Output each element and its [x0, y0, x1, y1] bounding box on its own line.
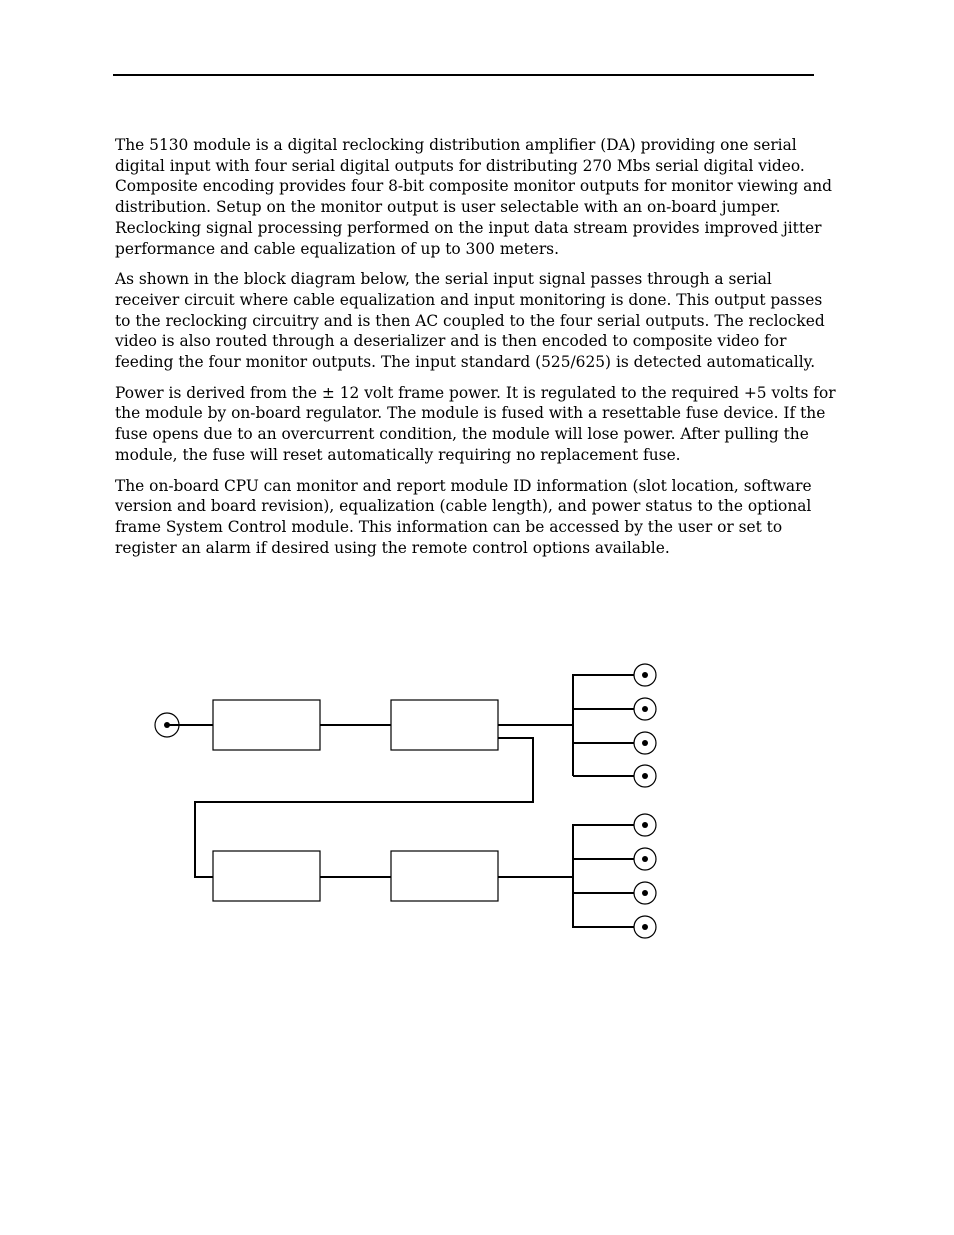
- serial-output-connector: [634, 664, 656, 686]
- serial-outputs: [573, 664, 656, 787]
- serial-output-connector: [634, 765, 656, 787]
- monitor-output-connector: [634, 882, 656, 904]
- monitor-output-connector: [634, 814, 656, 836]
- paragraph-overview: The 5130 module is a digital reclocking distribution amplifier (DA) providing one serial digital input with four serial digital outputs for distributing 270 Mbs serial digital video. Composite encoding provides four 8-bit composite monitor outputs for monitor viewing and distribution. Setup on the monitor output is user selectable with an on-board jumper. Reclocking signal processing performed on the input data stream provides improved jitter performance and cable equalization of up to 300 meters.: [115, 136, 833, 258]
- monitor-output-connector: [634, 848, 656, 870]
- paragraph-signal-path: As shown in the block diagram below, the serial input signal passes through a serial receiver circuit where cable equalization and input monitoring is done. This output passes to the reclocking circuitry and is then AC coupled to the four serial outputs. The reclocked video is also routed through a deserializer and is then encoded to composite video for feeding the four monitor outputs. The input standard (525/625) is detected automatically.: [115, 270, 825, 372]
- monitor-outputs: [573, 814, 656, 938]
- composite-encoder-block: [391, 851, 498, 901]
- paragraph-cpu: The on-board CPU can monitor and report module ID information (slot location, software version and board revision), equalization (cable length), and power status to the optional frame System Control module. This information can be accessed by the user or set to register an alarm if desired using the remote control options available.: [115, 476, 812, 557]
- serial-output-connector: [634, 698, 656, 720]
- paragraph-power: Power is derived from the ± 12 volt frame power. It is regulated to the required +5 volts for the module by on-board regulator. The module is fused with a resettable fuse device. If the fuse opens due to an overcurrent condition, the module will lose power. After pulling the module, the fuse will reset automatically requiring no replacement fuse.: [115, 383, 836, 464]
- serial-output-connector: [634, 732, 656, 754]
- monitor-output-connector: [634, 916, 656, 938]
- reclocker-block: [391, 700, 498, 750]
- serial-receiver-block: [213, 700, 320, 750]
- deserializer-block: [213, 851, 320, 901]
